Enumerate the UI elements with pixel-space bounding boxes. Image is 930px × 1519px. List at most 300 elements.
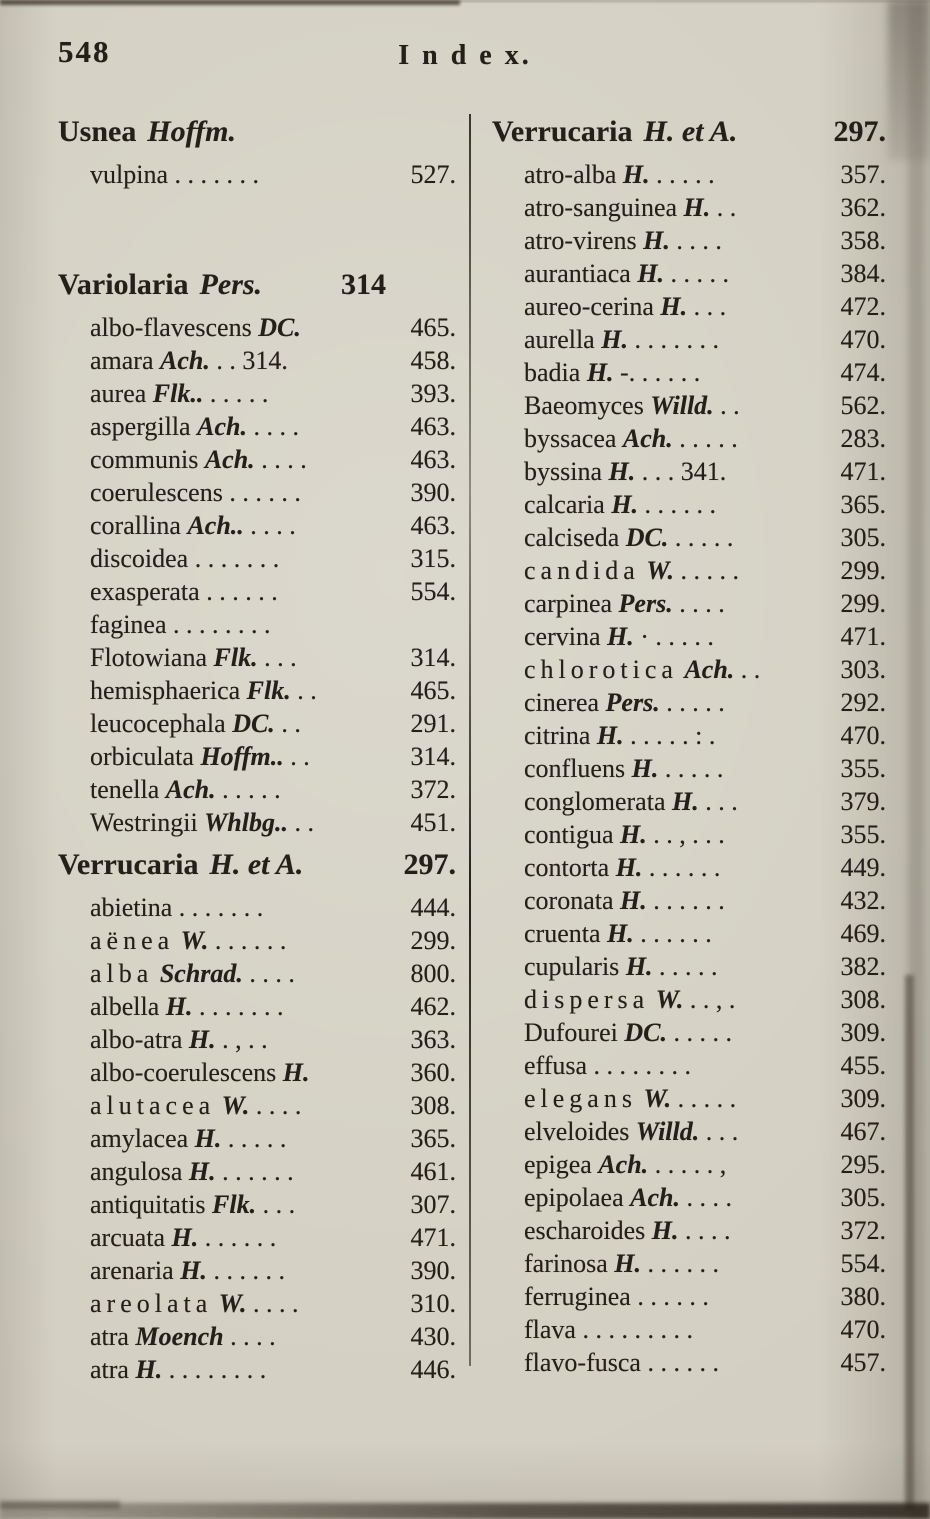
entry-page-number: 380. (840, 1282, 886, 1311)
entry-leader: . . . . . . . (178, 893, 264, 922)
entry-name: hemisphaerica (90, 676, 241, 705)
entry-text (90, 377, 268, 410)
index-entry (58, 806, 456, 839)
entry-name: citrina (524, 721, 591, 750)
entry-author: DC. (258, 313, 301, 342)
entry-leader: . . . . (261, 445, 307, 474)
scan-band-right (908, 0, 924, 1519)
entry-leader: . . . . . . (653, 886, 725, 915)
entry-author: H. (165, 992, 193, 1021)
entry-leader: . . . . . (666, 688, 725, 717)
index-entry (492, 785, 886, 818)
entry-text (90, 1254, 285, 1287)
entry-author: H. (683, 193, 711, 222)
entry-author: W. (221, 1091, 250, 1120)
index-entry (58, 542, 456, 575)
index-entry (492, 587, 886, 620)
entry-page-number: 455. (840, 1051, 886, 1080)
entry-page-number: 310. (410, 1289, 456, 1318)
entry-leader: . . . (264, 643, 297, 672)
entry-leader: . . . . . . . (174, 160, 259, 189)
entry-text (524, 620, 714, 653)
entry-leader: . . . . . (227, 1124, 287, 1153)
entry-leader: . . . . . . (647, 1348, 719, 1377)
entry-name: albella (90, 992, 160, 1021)
entry-name: faginea (90, 610, 167, 639)
entry-name: angulosa (90, 1157, 183, 1186)
entry-text (90, 575, 278, 608)
scan-streak-right (905, 975, 914, 1510)
entry-name: aurella (524, 325, 595, 354)
scan-mark-bottom-left (0, 1501, 120, 1509)
index-entry (58, 311, 456, 344)
entry-text (524, 323, 719, 356)
entry-page-number: 462. (410, 992, 456, 1021)
index-entry (492, 1280, 886, 1313)
entry-text (524, 587, 725, 620)
entry-page-number: 390. (410, 1256, 456, 1285)
entry-name: atro-sanguinea (524, 193, 678, 222)
entry-leader: . . . . . . . (199, 992, 284, 1021)
entry-page-number: 362. (840, 193, 886, 222)
entry-author: Ach. (160, 346, 210, 375)
entry-text (524, 158, 715, 191)
entry-name: alba (90, 959, 154, 988)
index-entry (492, 620, 886, 653)
entry-name: arenaria (90, 1256, 174, 1285)
entry-author: Flk. (246, 676, 291, 705)
entry-text (90, 924, 286, 957)
entry-leader: . . . . (255, 1091, 302, 1120)
entry-author: Moench (135, 1322, 224, 1351)
index-entry (492, 950, 886, 983)
entry-name: chlorotica (524, 655, 678, 684)
index-entry (492, 1313, 886, 1346)
index-entry (492, 191, 886, 224)
entry-name: elveloides (524, 1117, 630, 1146)
entry-leader: . . . . . . (214, 926, 287, 955)
entry-page-number: 357. (840, 160, 886, 189)
entry-author: W. (643, 1084, 672, 1113)
index-entry (492, 488, 886, 521)
index-entry (492, 752, 886, 785)
entry-name: aënea (90, 926, 175, 955)
index-entry (58, 443, 456, 476)
entry-text (90, 542, 279, 575)
entry-page-number: 363. (410, 1025, 456, 1054)
entry-text (524, 1214, 731, 1247)
entry-name: atro-alba (524, 160, 617, 189)
entry-text (524, 851, 720, 884)
entry-leader: . . . . . . (647, 1249, 719, 1278)
heading-page-number: 297. (403, 848, 456, 881)
entry-page-number: 474. (840, 358, 886, 387)
entry-text (524, 1280, 709, 1313)
index-entry (58, 1056, 456, 1089)
entry-leader: . . . . . . . . (593, 1051, 692, 1080)
index-entry (492, 224, 886, 257)
entry-name: flava (524, 1315, 576, 1344)
entry-leader: . . . . . . (204, 1223, 277, 1252)
entry-text (90, 674, 317, 707)
entry-page-number: 472. (840, 292, 886, 321)
entry-name: Dufourei (524, 1018, 618, 1047)
entry-text (524, 785, 738, 818)
entry-page-number: 554. (840, 1249, 886, 1278)
entry-text (90, 1188, 295, 1221)
entry-leader: . . . . . . (206, 577, 278, 606)
index-entry (492, 818, 886, 851)
entry-page-number: 446. (410, 1355, 456, 1384)
entry-text (90, 476, 301, 509)
entry-leader: . . . . . (656, 160, 715, 189)
entry-leader: . . . . (249, 959, 295, 988)
entry-page-number: 372. (410, 775, 456, 804)
index-entry (58, 1353, 456, 1386)
entry-text (524, 719, 715, 752)
entry-text (524, 290, 726, 323)
index-entry (492, 455, 886, 488)
entry-text (90, 1023, 268, 1056)
entry-text (524, 1247, 719, 1280)
entry-text (90, 1320, 276, 1353)
entry-author: H. (672, 787, 699, 816)
entry-name: farinosa (524, 1249, 608, 1278)
genus-name: Usnea (58, 115, 137, 148)
entry-author: H. (608, 457, 636, 486)
index-entry (58, 476, 456, 509)
index-entry (492, 1346, 886, 1379)
entry-text (524, 389, 740, 422)
entry-page-number: 365. (840, 490, 886, 519)
entry-leader: -. . . . . . (620, 358, 701, 387)
entry-leader: . . (281, 709, 301, 738)
entry-page-number: 461. (410, 1157, 456, 1186)
entry-leader: . . . . . . . . (168, 1355, 267, 1384)
entry-text (90, 740, 310, 773)
entry-page-number: 463. (410, 445, 456, 474)
entry-author: H. (596, 721, 624, 750)
entry-author: Ach. (197, 412, 247, 441)
genus-name: Variolaria (58, 268, 189, 301)
entry-author: Ach. (598, 1150, 649, 1179)
entry-leader: . . (294, 808, 314, 837)
entry-name: antiquitatis (90, 1190, 206, 1219)
entry-author: Pers. (605, 688, 660, 717)
entry-name: tenella (90, 775, 160, 804)
entry-leader: . . . . . (222, 775, 281, 804)
index-entry (58, 1122, 456, 1155)
index-entry (492, 554, 886, 587)
entry-text (524, 1082, 736, 1115)
entry-page-number: 800. (410, 959, 456, 988)
entry-text (90, 608, 271, 641)
entry-leader: . . . . . . (648, 853, 721, 882)
entry-name: epigea (524, 1150, 592, 1179)
entry-text (524, 1181, 732, 1214)
entry-name: exasperata (90, 577, 200, 606)
entry-leader: . . (720, 391, 740, 420)
entry-name: albo-flavescens (90, 313, 252, 342)
entry-leader: . . . . (250, 511, 296, 540)
entry-page-number: 291. (410, 709, 456, 738)
section-heading (58, 265, 456, 305)
index-entry (58, 740, 456, 773)
entry-text (90, 443, 307, 476)
entry-author: W. (646, 556, 675, 585)
entry-name: calciseda (524, 523, 620, 552)
entry-text (524, 1115, 738, 1148)
entry-leader: . . . . . (680, 556, 740, 585)
entry-name: calcaria (524, 490, 605, 519)
entry-leader: . . . . . . (644, 490, 717, 519)
entry-text (524, 1148, 726, 1181)
entry-author: Flk. (213, 643, 258, 672)
entry-leader: . . . . . . . . (173, 610, 271, 639)
entry-leader: . . . . (679, 589, 725, 618)
entry-leader: . . 314. (216, 346, 288, 375)
entry-author: H. (194, 1124, 222, 1153)
entry-text (90, 773, 281, 806)
entry-name: flavo-fusca (524, 1348, 641, 1377)
index-entry (58, 1320, 456, 1353)
entry-page-number: 307. (410, 1190, 456, 1219)
entry-leader: . . . . (685, 1216, 731, 1245)
entry-leader: . . . . . . . . . (582, 1315, 693, 1344)
entry-leader: . . . . . . (213, 1256, 285, 1285)
index-entry (492, 356, 886, 389)
entry-name: Baeomyces (524, 391, 644, 420)
entry-leader: . . . . . . . (194, 544, 280, 573)
entry-name: elegans (524, 1084, 637, 1113)
entry-name: communis (90, 445, 199, 474)
entry-author: Willd. (650, 391, 714, 420)
entry-author: H. (601, 325, 628, 354)
entry-author: Pers. (618, 589, 673, 618)
entry-author: DC. (232, 709, 275, 738)
entry-page-number: 451. (410, 808, 456, 837)
entry-name: carpinea (524, 589, 613, 618)
entry-author: H. (660, 292, 688, 321)
entry-page-number: 299. (840, 589, 886, 618)
page-title: I n d e x. (398, 40, 532, 71)
index-entry (492, 389, 886, 422)
entry-name: amylacea (90, 1124, 189, 1153)
entry-name: atra (90, 1355, 129, 1384)
index-entry (58, 990, 456, 1023)
entry-page-number: 527. (410, 160, 456, 189)
entry-page-number: 295. (840, 1150, 886, 1179)
entry-page-number: 562. (840, 391, 886, 420)
index-entry (492, 422, 886, 455)
entry-author: H. (171, 1223, 199, 1252)
scan-edge-top (0, 0, 460, 5)
index-entry (492, 1082, 886, 1115)
entry-text (524, 917, 712, 950)
entry-page-number: 358. (840, 226, 886, 255)
entry-text (524, 1313, 693, 1346)
entry-text (90, 957, 295, 990)
entry-text (90, 1221, 276, 1254)
entry-author: H. (282, 1058, 310, 1087)
entry-author: Ach. (622, 424, 673, 453)
entry-leader: . . . (262, 1190, 296, 1219)
entry-name: atro-virens (524, 226, 637, 255)
index-entry (492, 1016, 886, 1049)
entry-author: H. (611, 490, 639, 519)
entry-author: H. (607, 919, 634, 948)
index-entry (58, 158, 456, 191)
entry-name: cervina (524, 622, 601, 651)
entry-page-number: 467. (840, 1117, 886, 1146)
index-entry (58, 1155, 456, 1188)
entry-text (90, 344, 288, 377)
index-entry (492, 884, 886, 917)
entry-leader: . , . . (222, 1025, 268, 1054)
entry-author: Hoffm.. (200, 742, 284, 771)
entry-name: cupularis (524, 952, 620, 981)
index-entry (58, 509, 456, 542)
entry-author: H. (622, 160, 650, 189)
entry-page-number: 308. (840, 985, 886, 1014)
entry-leader: . . . (705, 787, 738, 816)
entry-text (90, 990, 284, 1023)
entry-author: H. (625, 952, 653, 981)
index-entry (492, 290, 886, 323)
entry-leader: . . , . (689, 985, 736, 1014)
entry-text (90, 158, 259, 191)
entry-page-number: 308. (410, 1091, 456, 1120)
entry-leader: . . (716, 193, 737, 222)
entry-page-number: 471. (840, 457, 886, 486)
author-abbrev: H. et A. (643, 115, 738, 148)
entry-page-number: 458. (410, 346, 456, 375)
entry-author: H. (135, 1355, 163, 1384)
entry-leader: . . . . . (677, 1084, 737, 1113)
entry-author: H. (620, 886, 647, 915)
entry-name: areolata (90, 1289, 213, 1318)
entry-leader: . . . . (230, 1322, 276, 1351)
author-abbrev: H. et A. (209, 848, 304, 881)
entry-leader: · . . . . . (640, 622, 714, 651)
entry-leader: . . . . . (673, 1018, 732, 1047)
entry-name: aspergilla (90, 412, 191, 441)
entry-name: albo-atra (90, 1025, 183, 1054)
entry-author: Whlbg.. (204, 808, 288, 837)
entry-leader: . . . . (686, 1183, 732, 1212)
entry-page-number: 384. (840, 259, 886, 288)
entry-leader: . . . . . : . (630, 721, 716, 750)
index-entry (492, 158, 886, 191)
page-number: 548 (58, 34, 111, 69)
index-entry (58, 957, 456, 990)
entry-page-number: 469. (840, 919, 886, 948)
entry-name: cinerea (524, 688, 600, 717)
entry-author: H. (637, 259, 665, 288)
index-entry (492, 851, 886, 884)
entry-page-number: 355. (840, 820, 886, 849)
entry-name: badia (524, 358, 581, 387)
index-entry (492, 983, 886, 1016)
entry-leader: . . . . . (670, 259, 730, 288)
entry-leader: . . . . . (679, 424, 738, 453)
entry-text (524, 686, 725, 719)
index-entry (58, 1254, 456, 1287)
index-entry (492, 1049, 886, 1082)
author-abbrev: Pers. (199, 268, 263, 301)
entry-page-number: 430. (410, 1322, 456, 1351)
entry-name: aurantiaca (524, 259, 631, 288)
entry-text (524, 224, 722, 257)
index-entry (58, 641, 456, 674)
index-column-right (492, 96, 886, 1379)
index-entry (492, 653, 886, 686)
entry-page-number: 305. (840, 523, 886, 552)
entry-name: orbiculata (90, 742, 194, 771)
entry-author: Schrad. (159, 959, 243, 988)
entry-name: contorta (524, 853, 610, 882)
entry-text (524, 455, 726, 488)
entry-author: Flk.. (152, 379, 204, 408)
entry-page-number: 457. (840, 1348, 886, 1377)
entry-name: albo-coerulescens (90, 1058, 277, 1087)
entry-leader: . . . . . (674, 523, 734, 552)
entry-page-number: 471. (840, 622, 886, 651)
index-entry (492, 1214, 886, 1247)
genus-name: Verrucaria (58, 848, 199, 881)
entry-name: conglomerata (524, 787, 666, 816)
entry-text (90, 509, 296, 542)
index-entry (58, 773, 456, 806)
entry-name: coronata (524, 886, 614, 915)
entry-text (524, 554, 739, 587)
entry-text (524, 653, 760, 686)
entry-author: Ach. (684, 655, 735, 684)
entry-author: Willd. (635, 1117, 700, 1146)
entry-page-number: 393. (410, 379, 456, 408)
entry-page-number: 299. (410, 926, 456, 955)
entry-leader: . . . . . , (654, 1150, 727, 1179)
entry-text (90, 707, 301, 740)
entry-name: vulpina (90, 160, 168, 189)
entry-page-number: 360. (410, 1058, 456, 1087)
entry-name: alutacea (90, 1091, 216, 1120)
index-entry (58, 707, 456, 740)
index-entry (58, 575, 456, 608)
entry-author: Ach.. (187, 511, 244, 540)
entry-text (524, 1049, 691, 1082)
entry-page-number: 372. (840, 1216, 886, 1245)
entry-name: effusa (524, 1051, 588, 1080)
entry-text (90, 1056, 309, 1089)
scan-smudge-top-right (888, 0, 930, 160)
entry-author: Ach. (630, 1183, 680, 1212)
entry-page-number: 292. (840, 688, 886, 717)
entry-name: epipolaea (524, 1183, 624, 1212)
entry-author: H. (607, 622, 634, 651)
entry-text (90, 1155, 294, 1188)
entry-page-number: 465. (410, 313, 456, 342)
index-entry (492, 686, 886, 719)
entry-text (524, 1346, 719, 1379)
entry-page-number: 463. (410, 511, 456, 540)
index-entry (58, 924, 456, 957)
entry-text (524, 521, 733, 554)
heading-page-number: 297. (833, 115, 886, 148)
entry-page-number: 465. (410, 676, 456, 705)
entry-page-number: 470. (840, 325, 886, 354)
entry-page-number: 365. (410, 1124, 456, 1153)
